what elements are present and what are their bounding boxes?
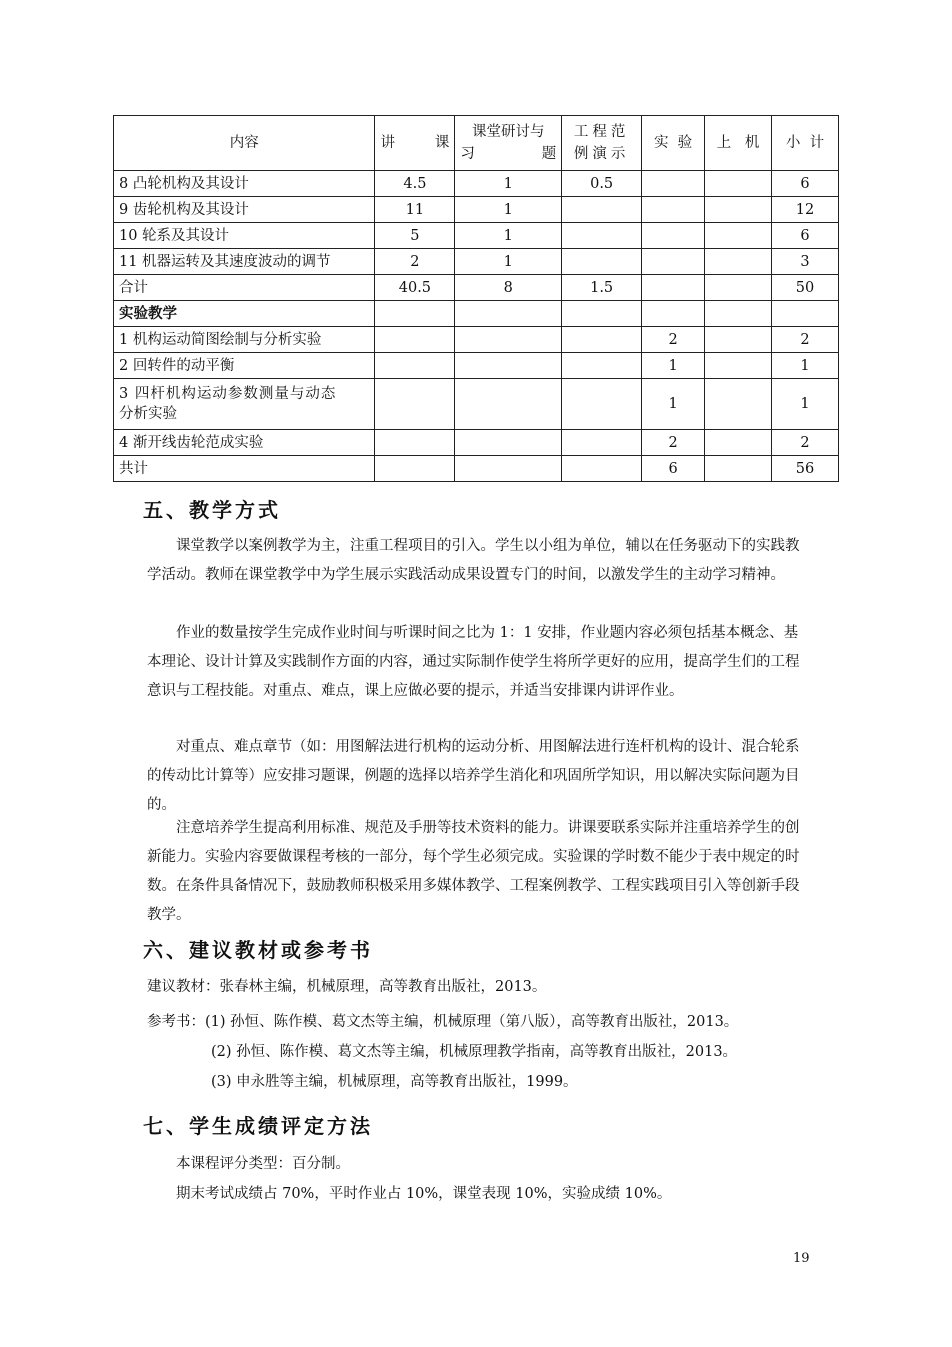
cell-lab <box>642 275 705 301</box>
cell-seminar: 1 <box>455 171 562 197</box>
cell-computer <box>705 249 772 275</box>
cell-seminar: 8 <box>455 275 562 301</box>
row-name: 2 回转件的动平衡 <box>114 353 375 379</box>
grading-weights: 期末考试成绩占 70%，平时作业占 10%，课堂表现 10%，实验成绩 10%。 <box>176 1186 672 1202</box>
cell-subtotal <box>772 301 839 327</box>
cell-lab: 2 <box>642 430 705 456</box>
reference-2: (2) 孙恒、陈作模、葛文杰等主编，机械原理教学指南，高等教育出版社，2013。 <box>211 1044 738 1060</box>
row-name: 实验教学 <box>114 301 375 327</box>
cell-seminar <box>455 353 562 379</box>
cell-demo <box>562 456 642 482</box>
reference-3: (3) 申永胜等主编，机械原理，高等教育出版社，1999。 <box>211 1074 578 1090</box>
row-name: 共计 <box>114 456 375 482</box>
cell-subtotal: 6 <box>772 223 839 249</box>
header-demo: 工程范 例演示 <box>562 116 642 171</box>
cell-seminar <box>455 430 562 456</box>
textbook-line: 建议教材：张春林主编，机械原理，高等教育出版社，2013。 <box>147 979 547 995</box>
cell-demo <box>562 197 642 223</box>
row-name: 3 四杆机构运动参数测量与动态 分析实验 <box>114 379 375 430</box>
table-row <box>114 379 839 430</box>
row-name: 9 齿轮机构及其设计 <box>114 197 375 223</box>
header-lecture: 讲 课 <box>375 116 455 171</box>
table-row <box>114 353 839 379</box>
table-row <box>114 223 839 249</box>
cell-subtotal: 6 <box>772 171 839 197</box>
cell-lecture: 4.5 <box>375 171 455 197</box>
section5-paragraph-4: 注意培养学生提高利用标准、规范及手册等技术资料的能力。讲课要联系实际并注重培养学生的创新能力。实验内容要做课程考核的一部分，每个学生必须完成。实验课的学时数不能少于表中规定的时数。在条件具备情况下，鼓励教师积极采用多媒体教学、工程案例教学、工程实践项目引入等创新手段教学。 <box>147 820 800 923</box>
cell-lecture <box>375 301 455 327</box>
cell-lab <box>642 249 705 275</box>
cell-demo <box>562 430 642 456</box>
cell-demo <box>562 249 642 275</box>
cell-subtotal: 1 <box>772 353 839 379</box>
header-subtotal: 小 计 <box>772 116 839 171</box>
cell-lab <box>642 301 705 327</box>
cell-computer <box>705 456 772 482</box>
cell-demo <box>562 379 642 430</box>
cell-lab: 2 <box>642 327 705 353</box>
cell-computer <box>705 301 772 327</box>
table-row <box>114 197 839 223</box>
cell-computer <box>705 197 772 223</box>
header-content: 内容 <box>114 116 375 171</box>
cell-subtotal: 1 <box>772 379 839 430</box>
cell-seminar <box>455 456 562 482</box>
cell-demo: 1.5 <box>562 275 642 301</box>
section5-paragraph-1: 课堂教学以案例教学为主，注重工程项目的引入。学生以小组为单位，辅以在任务驱动下的实践教学活动。教师在课堂教学中为学生展示实践活动成果设置专门的时间，以激发学生的主动学习精神。 <box>147 538 800 583</box>
cell-demo: 0.5 <box>562 171 642 197</box>
table-row <box>114 430 839 456</box>
cell-lab: 1 <box>642 353 705 379</box>
row-name: 1 机构运动简图绘制与分析实验 <box>114 327 375 353</box>
section7-title: 七、学生成绩评定方法 <box>143 1114 373 1138</box>
cell-computer <box>705 430 772 456</box>
cell-lab <box>642 197 705 223</box>
hours-table <box>113 115 839 482</box>
cell-subtotal: 12 <box>772 197 839 223</box>
cell-lecture: 11 <box>375 197 455 223</box>
cell-computer <box>705 223 772 249</box>
cell-subtotal: 3 <box>772 249 839 275</box>
cell-computer <box>705 353 772 379</box>
cell-seminar <box>455 379 562 430</box>
row-name: 4 渐开线齿轮范成实验 <box>114 430 375 456</box>
cell-lab: 6 <box>642 456 705 482</box>
grading-type: 本课程评分类型：百分制。 <box>176 1156 350 1172</box>
header-lab: 实 验 <box>642 116 705 171</box>
cell-lab <box>642 171 705 197</box>
page-number: 19 <box>793 1251 810 1266</box>
cell-demo <box>562 301 642 327</box>
cell-demo <box>562 327 642 353</box>
cell-subtotal: 2 <box>772 430 839 456</box>
section5-title: 五、教学方式 <box>143 498 281 522</box>
row-name: 合计 <box>114 275 375 301</box>
table-row <box>114 327 839 353</box>
table-row <box>114 249 839 275</box>
row-name: 11 机器运转及其速度波动的调节 <box>114 249 375 275</box>
table-row <box>114 456 839 482</box>
section5-paragraph-3: 对重点、难点章节（如：用图解法进行机构的运动分析、用图解法进行连杆机构的设计、混合轮系的传动比计算等）应安排习题课，例题的选择以培养学生消化和巩固所学知识，用以解决实际问题为目的。 <box>147 739 800 813</box>
header-computer: 上 机 <box>705 116 772 171</box>
row-name: 10 轮系及其设计 <box>114 223 375 249</box>
cell-lecture: 2 <box>375 249 455 275</box>
section6-title: 六、建议教材或参考书 <box>143 938 373 962</box>
cell-seminar: 1 <box>455 223 562 249</box>
table-row <box>114 301 839 327</box>
cell-computer <box>705 327 772 353</box>
cell-subtotal: 2 <box>772 327 839 353</box>
cell-lecture <box>375 430 455 456</box>
cell-computer <box>705 275 772 301</box>
cell-seminar <box>455 301 562 327</box>
cell-lab <box>642 223 705 249</box>
cell-computer <box>705 171 772 197</box>
cell-seminar: 1 <box>455 249 562 275</box>
reference-1: 参考书：(1) 孙恒、陈作模、葛文杰等主编，机械原理（第八版），高等教育出版社，2013。 <box>147 1014 739 1030</box>
cell-demo <box>562 223 642 249</box>
cell-lecture <box>375 379 455 430</box>
section5-paragraph-2: 作业的数量按学生完成作业时间与听课时间之比为 1：1 安排，作业题内容必须包括基本概念、基本理论、设计计算及实践制作方面的内容，通过实际制作使学生将所学更好的应用，提高学生们的工程意识与工程技能。对重点、难点，课上应做必要的提示，并适当安排课内讲评作业。 <box>147 625 800 699</box>
cell-seminar <box>455 327 562 353</box>
header-seminar: 课堂研讨与 习 题 <box>455 116 562 171</box>
table-row <box>114 275 839 301</box>
cell-demo <box>562 353 642 379</box>
cell-lecture <box>375 353 455 379</box>
cell-seminar: 1 <box>455 197 562 223</box>
cell-subtotal: 56 <box>772 456 839 482</box>
cell-lecture <box>375 327 455 353</box>
cell-lecture <box>375 456 455 482</box>
cell-computer <box>705 379 772 430</box>
table-row <box>114 171 839 197</box>
cell-lecture: 40.5 <box>375 275 455 301</box>
row-name: 8 凸轮机构及其设计 <box>114 171 375 197</box>
cell-subtotal: 50 <box>772 275 839 301</box>
cell-lecture: 5 <box>375 223 455 249</box>
cell-lab: 1 <box>642 379 705 430</box>
table-header-row <box>114 116 839 171</box>
